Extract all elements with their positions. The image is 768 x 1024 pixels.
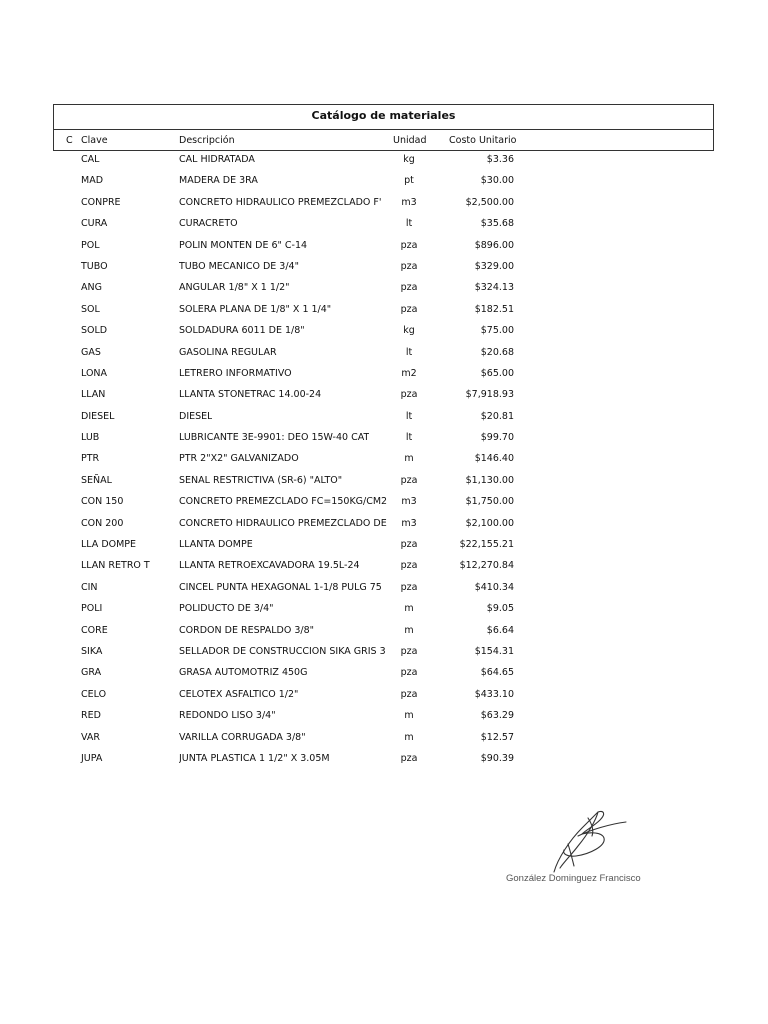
table-row [0, 343, 768, 364]
cell-unidad: m2 [401, 367, 417, 379]
table-row [0, 321, 768, 342]
cell-unidad: pza [400, 474, 418, 486]
cell-descripcion: CORDON DE RESPALDO 3/8" [179, 624, 314, 636]
column-header-descripcion: Descripción [179, 135, 235, 146]
cell-descripcion: SOLERA PLANA DE 1/8" X 1 1/4" [179, 303, 332, 315]
cell-descripcion: REDONDO LISO 3/4" [179, 710, 276, 722]
cell-unidad: pza [400, 389, 418, 401]
cell-clave: SIKA [81, 645, 103, 657]
table-row [0, 749, 768, 770]
cell-costo: $65.00 [480, 367, 514, 379]
cell-unidad: m3 [401, 517, 417, 529]
table-row [0, 150, 768, 171]
table-row [0, 300, 768, 321]
cell-costo: $35.68 [480, 218, 514, 230]
cell-clave: CIN [81, 581, 98, 593]
cell-descripcion: LLANTA DOMPE [179, 539, 253, 551]
table-row [0, 278, 768, 299]
cell-descripcion: LUBRICANTE 3E-9901: DEO 15W-40 CAT [179, 432, 370, 444]
cell-costo: $9.05 [486, 603, 514, 615]
cell-clave: SOLD [81, 325, 108, 337]
cell-clave: CELO [81, 688, 107, 700]
cell-clave: CURA [81, 218, 108, 230]
cell-unidad: pza [400, 581, 418, 593]
column-header-c: C [66, 135, 73, 146]
table-row [0, 663, 768, 684]
cell-descripcion: VARILLA CORRUGADA 3/8" [179, 731, 306, 743]
cell-costo: $20.81 [480, 410, 514, 422]
cell-costo: $329.00 [474, 260, 514, 272]
cell-costo: $324.13 [474, 282, 514, 294]
cell-costo: $896.00 [474, 239, 514, 251]
cell-clave: CONPRE [81, 196, 121, 208]
table-row [0, 728, 768, 749]
cell-descripcion: CONCRETO PREMEZCLADO FC=150KG/CM2 [179, 496, 387, 508]
cell-unidad: pza [400, 539, 418, 551]
cell-unidad: m [404, 731, 414, 743]
table-row [0, 621, 768, 642]
cell-clave: POLI [81, 603, 103, 615]
table-row [0, 171, 768, 192]
cell-costo: $2,500.00 [465, 196, 514, 208]
table-row [0, 193, 768, 214]
cell-unidad: pza [400, 645, 418, 657]
cell-descripcion: CINCEL PUNTA HEXAGONAL 1-1/8 PULG 75 [179, 581, 382, 593]
cell-unidad: pt [404, 175, 414, 187]
cell-clave: LLA DOMPE [81, 539, 137, 551]
cell-descripcion: PTR 2"X2" GALVANIZADO [179, 453, 299, 465]
cell-costo: $12.57 [480, 731, 514, 743]
cell-descripcion: ANGULAR 1/8" X 1 1/2" [179, 282, 290, 294]
column-header-costo: Costo Unitario [449, 135, 517, 146]
cell-clave: GAS [81, 346, 101, 358]
signature-mark [548, 806, 634, 878]
cell-costo: $146.40 [474, 453, 514, 465]
cell-descripcion: CAL HIDRATADA [179, 154, 255, 165]
cell-costo: $1,750.00 [465, 496, 514, 508]
cell-unidad: m [404, 710, 414, 722]
cell-unidad: m [404, 603, 414, 615]
cell-clave: PTR [81, 453, 100, 465]
table-row [0, 236, 768, 257]
cell-clave: TUBO [81, 260, 108, 272]
table-row [0, 556, 768, 577]
table-row [0, 407, 768, 428]
cell-descripcion: SEÑAL RESTRICTIVA (SR-6) "ALTO" [179, 474, 343, 486]
table-row [0, 599, 768, 620]
cell-descripcion: CURACRETO [179, 218, 238, 230]
cell-descripcion: DIESEL [179, 410, 213, 422]
cell-unidad: m [404, 624, 414, 636]
column-header-clave: Clave [81, 135, 108, 146]
table-row [0, 642, 768, 663]
cell-clave: GRA [81, 667, 102, 679]
cell-costo: $2,100.00 [465, 517, 514, 529]
table-row [0, 257, 768, 278]
cell-costo: $154.31 [474, 645, 514, 657]
cell-descripcion: SELLADOR DE CONSTRUCCIÓN SIKA GRIS 3 [179, 645, 386, 657]
cell-unidad: m3 [401, 196, 417, 208]
cell-unidad: pza [400, 260, 418, 272]
cell-costo: $1,130.00 [465, 474, 514, 486]
cell-unidad: m3 [401, 496, 417, 508]
cell-clave: VAR [81, 731, 100, 743]
cell-costo: $75.00 [480, 325, 514, 337]
table-row [0, 214, 768, 235]
page-title: Catálogo de materiales [311, 109, 456, 122]
cell-descripcion: JUNTA PLASTICA 1 1/2" X 3.05M [179, 752, 330, 764]
cell-unidad: pza [400, 667, 418, 679]
cell-unidad: lt [405, 410, 413, 422]
cell-unidad: pza [400, 303, 418, 315]
title-divider [54, 129, 713, 130]
cell-clave: JUPA [81, 752, 103, 764]
table-row [0, 685, 768, 706]
materials-table-body [0, 150, 768, 770]
cell-costo: $90.39 [480, 752, 514, 764]
cell-unidad: m [404, 453, 414, 465]
cell-clave: CON 200 [81, 517, 124, 529]
cell-clave: CAL [81, 154, 100, 165]
cell-descripcion: LETRERO INFORMATIVO [179, 367, 292, 379]
cell-descripcion: GRASA AUTOMOTRIZ 450G [179, 667, 308, 679]
cell-costo: $99.70 [480, 432, 514, 444]
cell-clave: CORE [81, 624, 108, 636]
cell-costo: $6.64 [486, 624, 514, 636]
table-row [0, 449, 768, 470]
cell-costo: $64.65 [480, 667, 514, 679]
table-row [0, 514, 768, 535]
cell-unidad: kg [403, 154, 415, 165]
column-header-unidad: Unidad [393, 135, 427, 146]
cell-descripcion: CONCRETO HIDRAULICO PREMEZCLADO DE [179, 517, 387, 529]
cell-descripcion: LLANTA STONETRAC 14.00-24 [179, 389, 322, 401]
cell-clave: CON 150 [81, 496, 124, 508]
cell-unidad: lt [405, 432, 413, 444]
cell-costo: $30.00 [480, 175, 514, 187]
table-row [0, 385, 768, 406]
cell-clave: SOL [81, 303, 100, 315]
cell-descripcion: GASOLINA REGULAR [179, 346, 277, 358]
cell-costo: $22,155.21 [459, 539, 514, 551]
cell-costo: $63.29 [480, 710, 514, 722]
table-row [0, 578, 768, 599]
cell-unidad: pza [400, 752, 418, 764]
cell-clave: LUB [81, 432, 100, 444]
cell-clave: MAD [81, 175, 104, 187]
cell-costo: $3.36 [486, 154, 514, 165]
table-row [0, 535, 768, 556]
cell-unidad: pza [400, 560, 418, 572]
cell-descripcion: TUBO MECANICO DE 3/4" [179, 260, 299, 272]
cell-clave: LONA [81, 367, 108, 379]
cell-descripcion: LLANTA RETROEXCAVADORA 19.5L-24 [179, 560, 360, 572]
cell-costo: $410.34 [474, 581, 514, 593]
cell-descripcion: CONCRETO HIDRAULICO PREMEZCLADO F' [179, 196, 382, 208]
cell-descripcion: SOLDADURA 6011 DE 1/8" [179, 325, 305, 337]
cell-unidad: lt [405, 346, 413, 358]
cell-costo: $433.10 [474, 688, 514, 700]
cell-clave: LLAN RETRO T [81, 560, 150, 572]
table-row [0, 364, 768, 385]
cell-unidad: pza [400, 239, 418, 251]
table-row [0, 428, 768, 449]
cell-clave: LLAN [81, 389, 106, 401]
cell-clave: SEÑAL [81, 474, 112, 486]
cell-descripcion: POLIDUCTO DE 3/4" [179, 603, 274, 615]
cell-unidad: kg [403, 325, 415, 337]
cell-unidad: lt [405, 218, 413, 230]
table-row [0, 492, 768, 513]
signer-name: González Dominguez Francisco [506, 873, 641, 884]
cell-descripcion: MADERA DE 3RA [179, 175, 258, 187]
cell-clave: RED [81, 710, 101, 722]
cell-costo: $20.68 [480, 346, 514, 358]
cell-costo: $7,918.93 [465, 389, 514, 401]
cell-unidad: pza [400, 688, 418, 700]
cell-unidad: pza [400, 282, 418, 294]
table-header [53, 104, 714, 151]
cell-clave: POL [81, 239, 100, 251]
cell-clave: DIESEL [81, 410, 115, 422]
table-row [0, 706, 768, 727]
cell-descripcion: POLIN MONTEN DE 6" C-14 [179, 239, 308, 251]
cell-costo: $12,270.84 [459, 560, 514, 572]
cell-descripcion: CELOTEX ASFALTICO 1/2" [179, 688, 299, 700]
table-row [0, 471, 768, 492]
cell-costo: $182.51 [474, 303, 514, 315]
cell-clave: ANG [81, 282, 102, 294]
